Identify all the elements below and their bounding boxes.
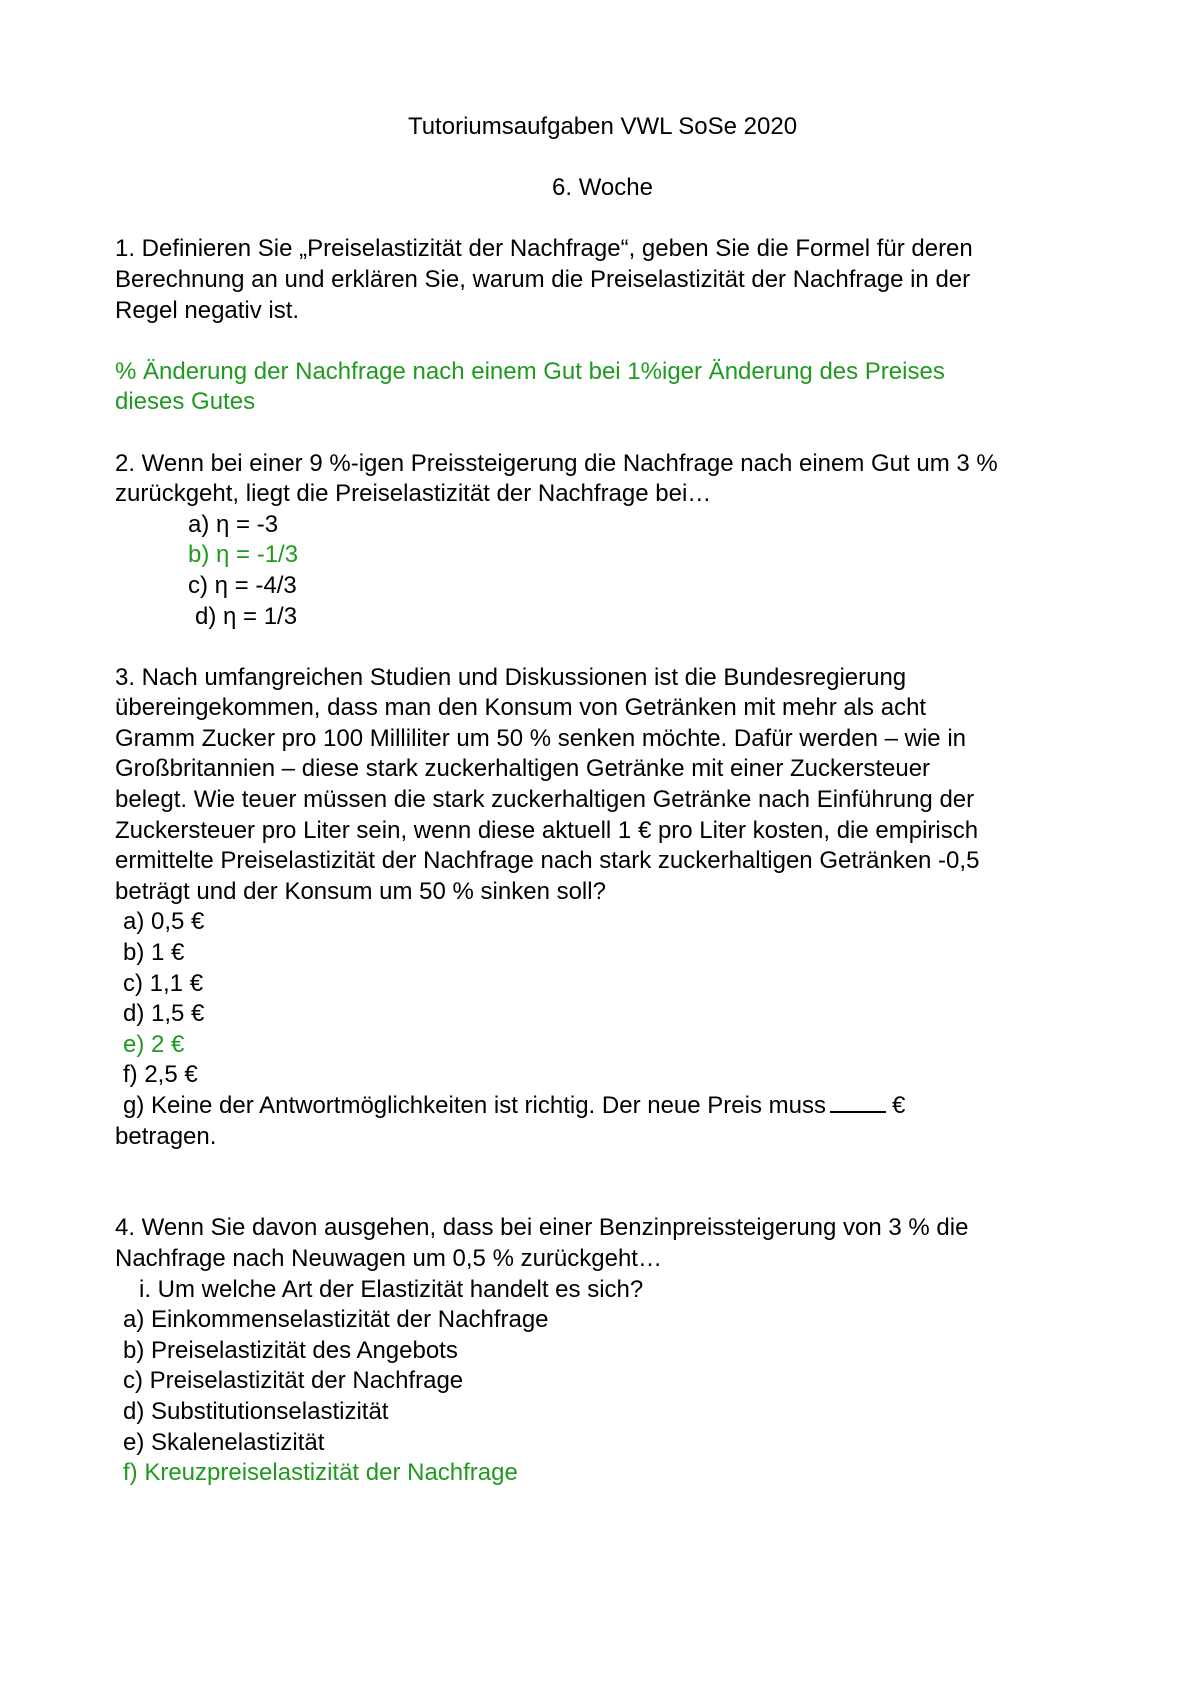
option-b: b) 1 € <box>123 939 185 967</box>
question-3-line: Gramm Zucker pro 100 Milliliter um 50 % senken möchte. Dafür werden – wie in <box>115 724 966 752</box>
option-f: f) 2,5 € <box>123 1061 198 1089</box>
spacer <box>115 1152 1105 1213</box>
question-4 <box>115 1213 1105 1488</box>
option-b: b) Preiselastizität des Angebots <box>123 1336 458 1364</box>
question-4-line: 4. Wenn Sie davon ausgehen, dass bei einer Benzinpreissteigerung von 3 % die <box>115 1214 969 1242</box>
sub-question: i. Um welche Art der Elastizität handelt es sich? <box>139 1275 644 1303</box>
option-e: e) Skalenelastizität <box>123 1428 325 1456</box>
question-2-line: zurückgeht, liegt die Preiselastizität der Nachfrage bei… <box>115 480 712 508</box>
option-a: a) η = -3 <box>188 510 279 538</box>
document-title: Tutoriumsaufgaben VWL SoSe 2020 <box>407 113 798 140</box>
spacer <box>115 326 1105 357</box>
question-1-line: 1. Definieren Sie „Preiselastizität der Nachfrage“, geben Sie die Formel für deren <box>115 235 973 263</box>
option-b-correct: b) η = -1/3 <box>188 541 299 569</box>
question-2 <box>115 449 1105 633</box>
option-c: c) 1,1 € <box>123 969 204 997</box>
answer-blank <box>830 1093 886 1113</box>
spacer <box>115 418 1105 449</box>
question-1 <box>115 234 1105 326</box>
option-d: d) η = 1/3 <box>195 602 298 630</box>
week-label: 6. Woche <box>552 174 653 202</box>
answer-line: % Änderung der Nachfrage nach einem Gut bei 1%iger Änderung des Preises <box>115 357 945 385</box>
question-2-line: 2. Wenn bei einer 9 %-igen Preissteigerung die Nachfrage nach einem Gut um 3 % <box>115 449 998 477</box>
option-d: d) Substitutionselastizität <box>123 1397 389 1425</box>
option-g <box>115 1091 1105 1122</box>
question-3-line: Großbritannien – diese stark zuckerhaltigen Getränke mit einer Zuckersteuer <box>115 755 931 783</box>
question-1-line: Regel negativ ist. <box>115 296 300 324</box>
option-c: c) Preiselastizität der Nachfrage <box>123 1367 464 1395</box>
question-1-line: Berechnung an und erklären Sie, warum die Preiselastizität der Nachfrage in der <box>115 265 971 293</box>
option-g-currency: € <box>891 1092 906 1119</box>
question-3-line: 3. Nach umfangreichen Studien und Diskussionen ist die Bundesregierung <box>115 663 907 691</box>
question-3-line: ermittelte Preiselastizität der Nachfrage nach stark zuckerhaltigen Getränken -0,5 <box>115 847 980 875</box>
question-4-line: Nachfrage nach Neuwagen um 0,5 % zurückgeht… <box>115 1244 662 1272</box>
question-3-line: übereingekommen, dass man den Konsum von Getränken mit mehr als acht <box>115 694 927 722</box>
spacer <box>115 204 1105 235</box>
option-g-text: g) Keine der Antwortmöglichkeiten ist richtig. Der neue Preis muss <box>123 1092 826 1119</box>
question-3-line: beträgt und der Konsum um 50 % sinken soll? <box>115 877 606 905</box>
answer-line: dieses Gutes <box>115 388 256 416</box>
option-c: c) η = -4/3 <box>188 571 297 599</box>
option-d: d) 1,5 € <box>123 1000 205 1028</box>
question-3-line: Zuckersteuer pro Liter sein, wenn diese aktuell 1 € pro Liter kosten, die empirisch <box>115 816 979 844</box>
spacer <box>115 632 1105 663</box>
question-3 <box>115 663 1105 1153</box>
option-g-continued: betragen. <box>115 1122 217 1150</box>
document-page <box>115 112 1105 1489</box>
question-1-answer <box>115 357 1105 418</box>
spacer <box>115 143 1105 174</box>
option-e-correct: e) 2 € <box>123 1030 185 1058</box>
option-f-correct: f) Kreuzpreiselastizität der Nachfrage <box>123 1459 518 1487</box>
question-3-line: belegt. Wie teuer müssen die stark zuckerhaltigen Getränke nach Einführung der <box>115 786 975 814</box>
option-a: a) Einkommenselastizität der Nachfrage <box>123 1306 549 1334</box>
option-a: a) 0,5 € <box>123 908 205 936</box>
